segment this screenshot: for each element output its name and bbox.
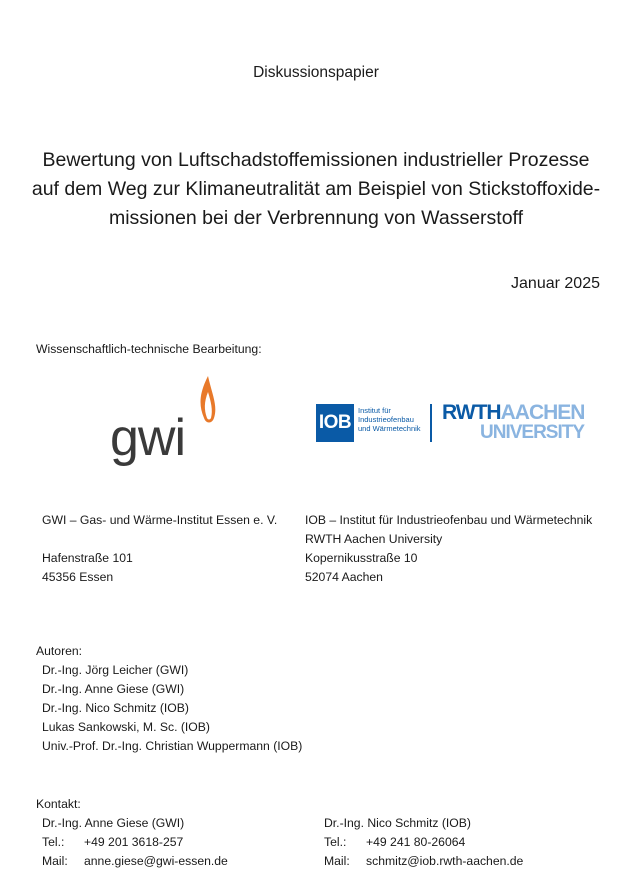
author-item: Univ.-Prof. Dr.-Ing. Christian Wuppermann (IOB) (42, 739, 303, 753)
gwi-city: 45356 Essen (42, 570, 114, 584)
tel-label: Tel.: (324, 835, 347, 849)
contact-email[interactable]: anne.giese@gwi-essen.de (84, 854, 228, 868)
gwi-address (42, 511, 277, 587)
gwi-logo (108, 374, 228, 474)
title-line-3: missionen bei der Verbrennung von Wasserstoff (108, 207, 524, 229)
mail-label: Mail: (42, 854, 68, 868)
processing-label: Wissenschaftlich-technische Bearbeitung: (36, 342, 262, 356)
author-item: Dr.-Ing. Anne Giese (GWI) (42, 682, 185, 696)
gwi-logo-text: gwi (110, 409, 186, 467)
contact-email[interactable]: schmitz@iob.rwth-aachen.de (366, 854, 524, 868)
iob-rwth-logo (316, 402, 586, 444)
publication-date: Januar 2025 (511, 275, 600, 292)
tel-label: Tel.: (42, 835, 65, 849)
iob-street: Kopernikusstraße 10 (305, 551, 418, 565)
title-line-1: Bewertung von Luftschadstoffemissionen industrieller Prozesse (42, 149, 590, 171)
contact-gwi (42, 814, 228, 871)
author-item: Dr.-Ing. Nico Schmitz (IOB) (42, 701, 189, 715)
title-line-2: auf dem Weg zur Klimaneutralität am Beispiel von Stickstoffoxide- (31, 178, 601, 200)
contact-phone: +49 201 3618-257 (84, 835, 184, 849)
authors-label: Autoren: (36, 644, 83, 658)
iob-name: IOB – Institut für Industrieofenbau und Wärmetechnik (305, 513, 593, 527)
rwth-logo-line-2: UNIVERSITY (480, 422, 585, 443)
iob-city: 52074 Aachen (305, 570, 383, 584)
contact-iob (324, 814, 523, 871)
contact-label: Kontakt: (36, 797, 81, 811)
iob-university: RWTH Aachen University (305, 532, 443, 546)
logo-separator (430, 404, 432, 442)
author-item: Lukas Sankowski, M. Sc. (IOB) (42, 720, 210, 734)
gwi-name: GWI – Gas- und Wärme-Institut Essen e. V. (42, 513, 278, 527)
document-title (20, 146, 612, 233)
contact-name: Dr.-Ing. Nico Schmitz (IOB) (324, 816, 471, 830)
iob-logo-box: IOB (316, 404, 354, 442)
contact-phone: +49 241 80-26064 (366, 835, 466, 849)
rwth-logo-line-1: RWTHAACHEN (442, 401, 585, 424)
gwi-street: Hafenstraße 101 (42, 551, 133, 565)
contact-name: Dr.-Ing. Anne Giese (GWI) (42, 816, 185, 830)
iob-logo-text: Institut für Industrieofenbau und Wärmetechnik (358, 406, 421, 433)
mail-label: Mail: (324, 854, 350, 868)
document-type: Diskussionspapier (253, 64, 379, 81)
author-item: Dr.-Ing. Jörg Leicher (GWI) (42, 663, 189, 677)
iob-address (305, 511, 592, 587)
authors-list (42, 661, 302, 756)
